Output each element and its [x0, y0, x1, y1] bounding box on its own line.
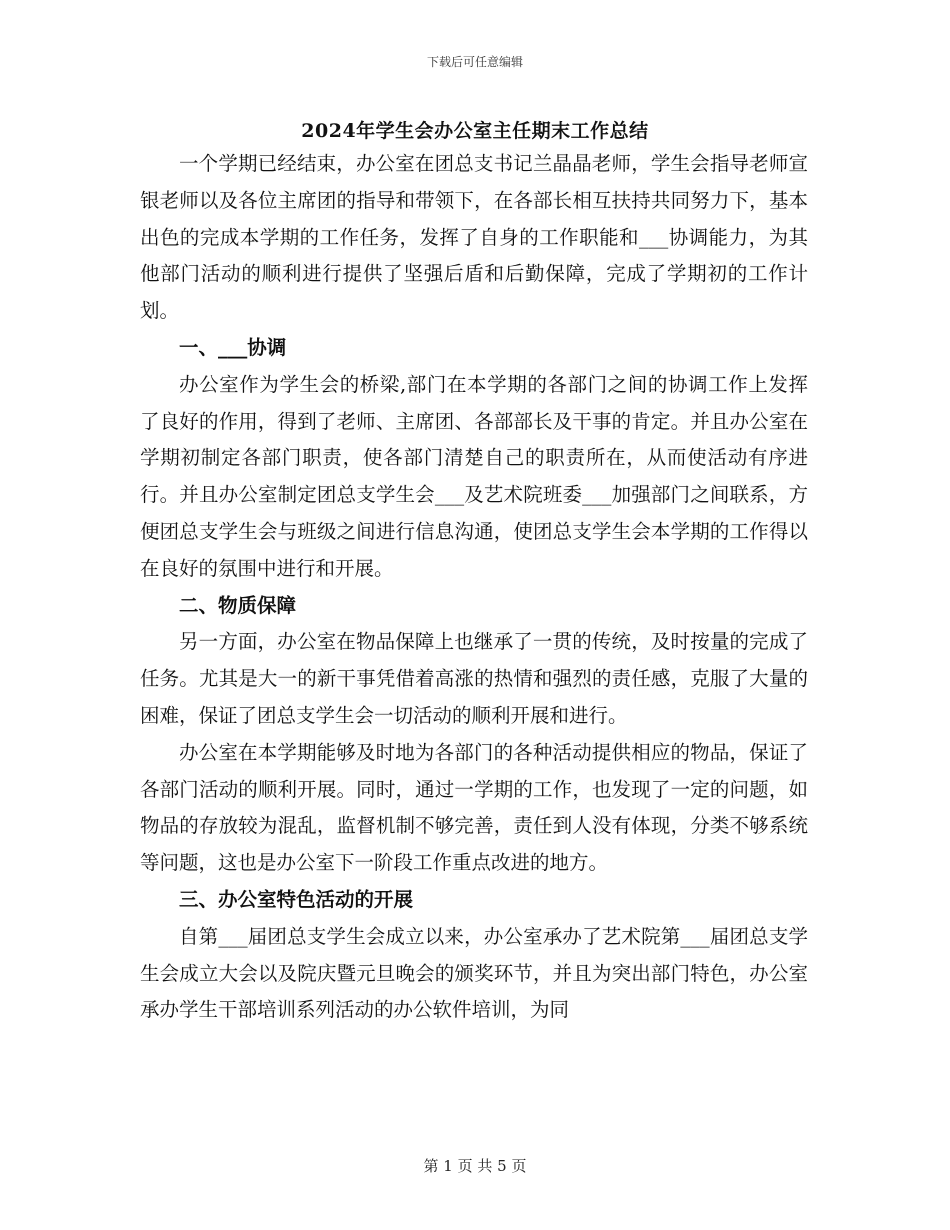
- page-number-footer: 第 1 页 共 5 页: [423, 1157, 527, 1175]
- section-heading-material-support: 二、物质保障: [179, 593, 297, 617]
- document-body: [140, 146, 808, 1029]
- page-header-note: 下载后可任意编辑: [426, 55, 523, 69]
- section-heading-coordination: 一、___协调: [179, 335, 287, 359]
- intro-paragraph: 一个学期已经结束，办公室在团总支书记兰晶晶老师，学生会指导老师宣银老师以及各位主席团的指导和带领下，在各部长相互扶持共同努力下，基本出色的完成本学期的工作任务，发挥了自身的工作职能和___协调能力，为其他部门活动的顺利进行提供了坚强后盾和后勤保障，完成了学期初的工作计划。: [140, 152, 808, 323]
- material-support-paragraph-1: 另一方面，办公室在物品保障上也继承了一贯的传统，及时按量的完成了任务。尤其是大一的新干事凭借着高涨的热情和强烈的责任感，克服了大量的困难，保证了团总支学生会一切活动的顺利开展和进行。: [140, 630, 808, 727]
- document-title: 2024年学生会办公室主任期末工作总结: [301, 120, 649, 142]
- material-support-paragraph-2: 办公室在本学期能够及时地为各部门的各种活动提供相应的物品，保证了各部门活动的顺利开展。同时，通过一学期的工作，也发现了一定的问题，如物品的存放较为混乱，监督机制不够完善，责任到人没有体现，分类不够系统等问题，这也是办公室下一阶段工作重点改进的地方。: [140, 740, 808, 875]
- section-heading-special-activities: 三、办公室特色活动的开展: [179, 887, 414, 911]
- special-activities-paragraph: 自第___届团总支学生会成立以来，办公室承办了艺术院第___届团总支学生会成立大会以及院庆暨元旦晚会的颁奖环节，并且为突出部门特色，办公室承办学生干部培训系列活动的办公软件培训，为同: [140, 924, 808, 1022]
- coordination-paragraph: 办公室作为学生会的桥梁,部门在本学期的各部门之间的协调工作上发挥了良好的作用，得到了老师、主席团、各部部长及干事的肯定。并且办公室在学期初制定各部门职责，使各部门清楚自己的职责所在，从而使活动有序进行。并且办公室制定团总支学生会___及艺术院班委___加强部门之间联系，方便团总支学生会与班级之间进行信息沟通，使团总支学生会本学期的工作得以在良好的氛围中进行和开展。: [140, 372, 808, 580]
